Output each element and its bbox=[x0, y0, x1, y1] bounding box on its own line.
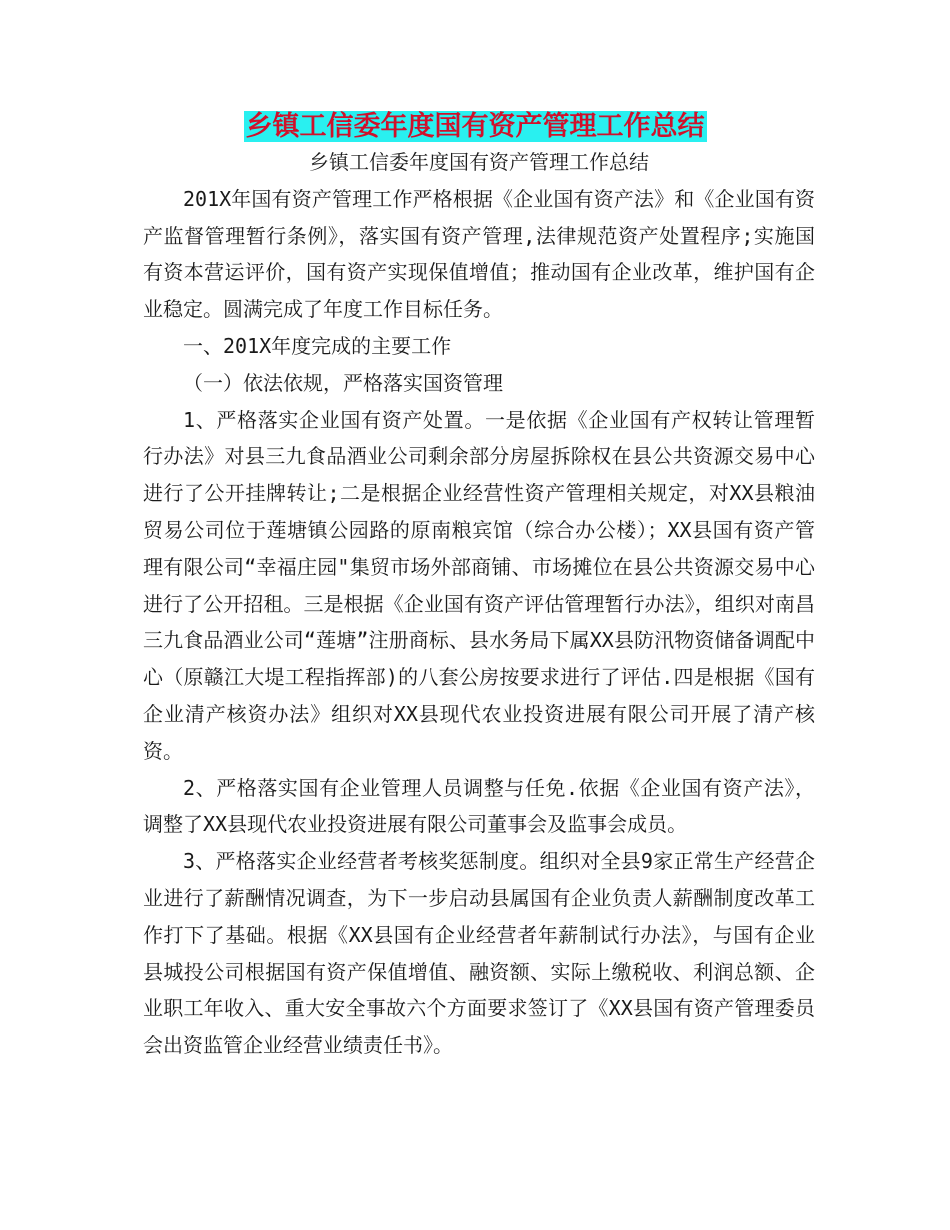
paragraph-item-3: 3、严格落实企业经营者考核奖惩制度。组织对全县9家正常生产经营企业进行了薪酬情况调查，为下一步启动县属国有企业负责人薪酬制度改革工作打下了基础。根据《XX县国有企业经营者年薪制试行办法》，与国有企业县城投公司根据国有资产保值增值、融资额、实际上缴税收、利润总额、企业职工年收入、重大安全事故六个方面要求签订了《XX县国有资产管理委员会出资监管企业经营业绩责任书》。 bbox=[143, 849, 815, 1058]
paragraph-item-1: 1、严格落实企业国有资产处置。一是依据《企业国有产权转让管理暂行办法》对县三九食品酒业公司剩余部分房屋拆除权在县公共资源交易中心进行了公开挂牌转让;二是根据企业经营性资产管理相关规定，对XX县粮油贸易公司位于莲塘镇公园路的原南粮宾馆（综合办公楼）；XX县国有资产管理有限公司“幸福庄园"集贸市场外部商铺、市场摊位在县公共资源交易中心进行了公开招租。三是根据《企业国有资产评估管理暂行办法》，组织对南昌三九食品酒业公司“莲塘”注册商标、县水务局下属XX县防汛物资储备调配中心（原赣江大堤工程指挥部)的八套公房按要求进行了评估.四是根据《国有企业清产核资办法》组织对XX县现代农业投资进展有限公司开展了清产核资。 bbox=[143, 407, 815, 763]
document-subtitle: 乡镇工信委年度国有资产管理工作总结 bbox=[309, 150, 649, 174]
document-title bbox=[0, 108, 950, 146]
document-title-text: 乡镇工信委年度国有资产管理工作总结 bbox=[245, 111, 705, 142]
paragraph-intro: 201X年国有资产管理工作严格根据《企业国有资产法》和《企业国有资产监督管理暂行条例》，落实国有资产管理,法律规范资产处置程序;实施国有资本营运评价，国有资产实现保值增值；推动国有企业改革，维护国有企业稳定。圆满完成了年度工作目标任务。 bbox=[143, 186, 815, 322]
paragraph-item-2: 2、严格落实国有企业管理人员调整与任免.依据《企业国有资产法》，调整了XX县现代农业投资进展有限公司董事会及监事会成员。 bbox=[143, 775, 815, 837]
section-heading: 一、201X年度完成的主要工作 bbox=[183, 333, 452, 358]
document-body bbox=[143, 144, 815, 1064]
subsection-heading: （一）依法依规，严格落实国资管理 bbox=[183, 370, 503, 395]
